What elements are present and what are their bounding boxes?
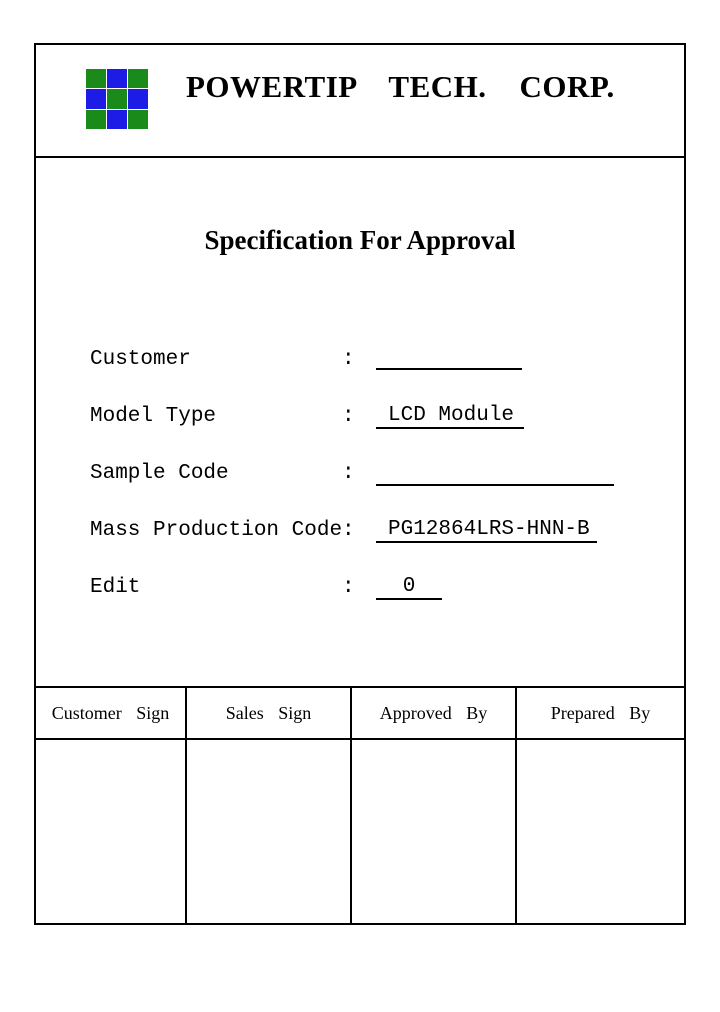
customer-value	[376, 346, 522, 370]
sales-sign-box	[187, 740, 352, 925]
company-header	[36, 45, 684, 158]
approved-by-box	[352, 740, 517, 925]
customer-sign-header: Customer Sign	[36, 688, 187, 740]
sample-code-value	[376, 462, 614, 486]
logo-square	[86, 110, 106, 129]
model-type-value: LCD Module	[376, 405, 524, 429]
document-frame	[34, 43, 686, 925]
mass-production-code-label: Mass Production Code	[90, 519, 343, 542]
sample-code-colon: :	[342, 462, 355, 485]
edit-colon: :	[342, 576, 355, 599]
customer-sign-box	[36, 740, 187, 925]
model-type-colon: :	[342, 405, 355, 428]
prepared-by-header: Prepared By	[517, 688, 684, 740]
mass-production-code-value: PG12864LRS-HNN-B	[376, 519, 597, 543]
company-logo	[86, 69, 148, 129]
logo-square	[128, 110, 148, 129]
edit-value: 0	[376, 576, 442, 600]
prepared-by-box	[517, 740, 684, 925]
logo-square	[128, 69, 148, 88]
logo-square	[86, 89, 106, 108]
customer-label: Customer	[90, 348, 191, 371]
logo-square	[107, 89, 127, 108]
document-title: Specification For Approval	[204, 225, 516, 255]
logo-square	[107, 69, 127, 88]
sales-sign-header: Sales Sign	[187, 688, 352, 740]
sample-code-label: Sample Code	[90, 462, 229, 485]
model-type-label: Model Type	[90, 405, 217, 428]
edit-label: Edit	[90, 576, 141, 599]
company-name: POWERTIP TECH. CORP.	[186, 69, 615, 104]
logo-square	[107, 110, 127, 129]
customer-colon: :	[342, 348, 355, 371]
logo-square	[128, 89, 148, 108]
logo-square	[86, 69, 106, 88]
mass-production-code-colon: :	[342, 519, 355, 542]
sign-table	[36, 686, 684, 925]
approved-by-header: Approved By	[352, 688, 517, 740]
